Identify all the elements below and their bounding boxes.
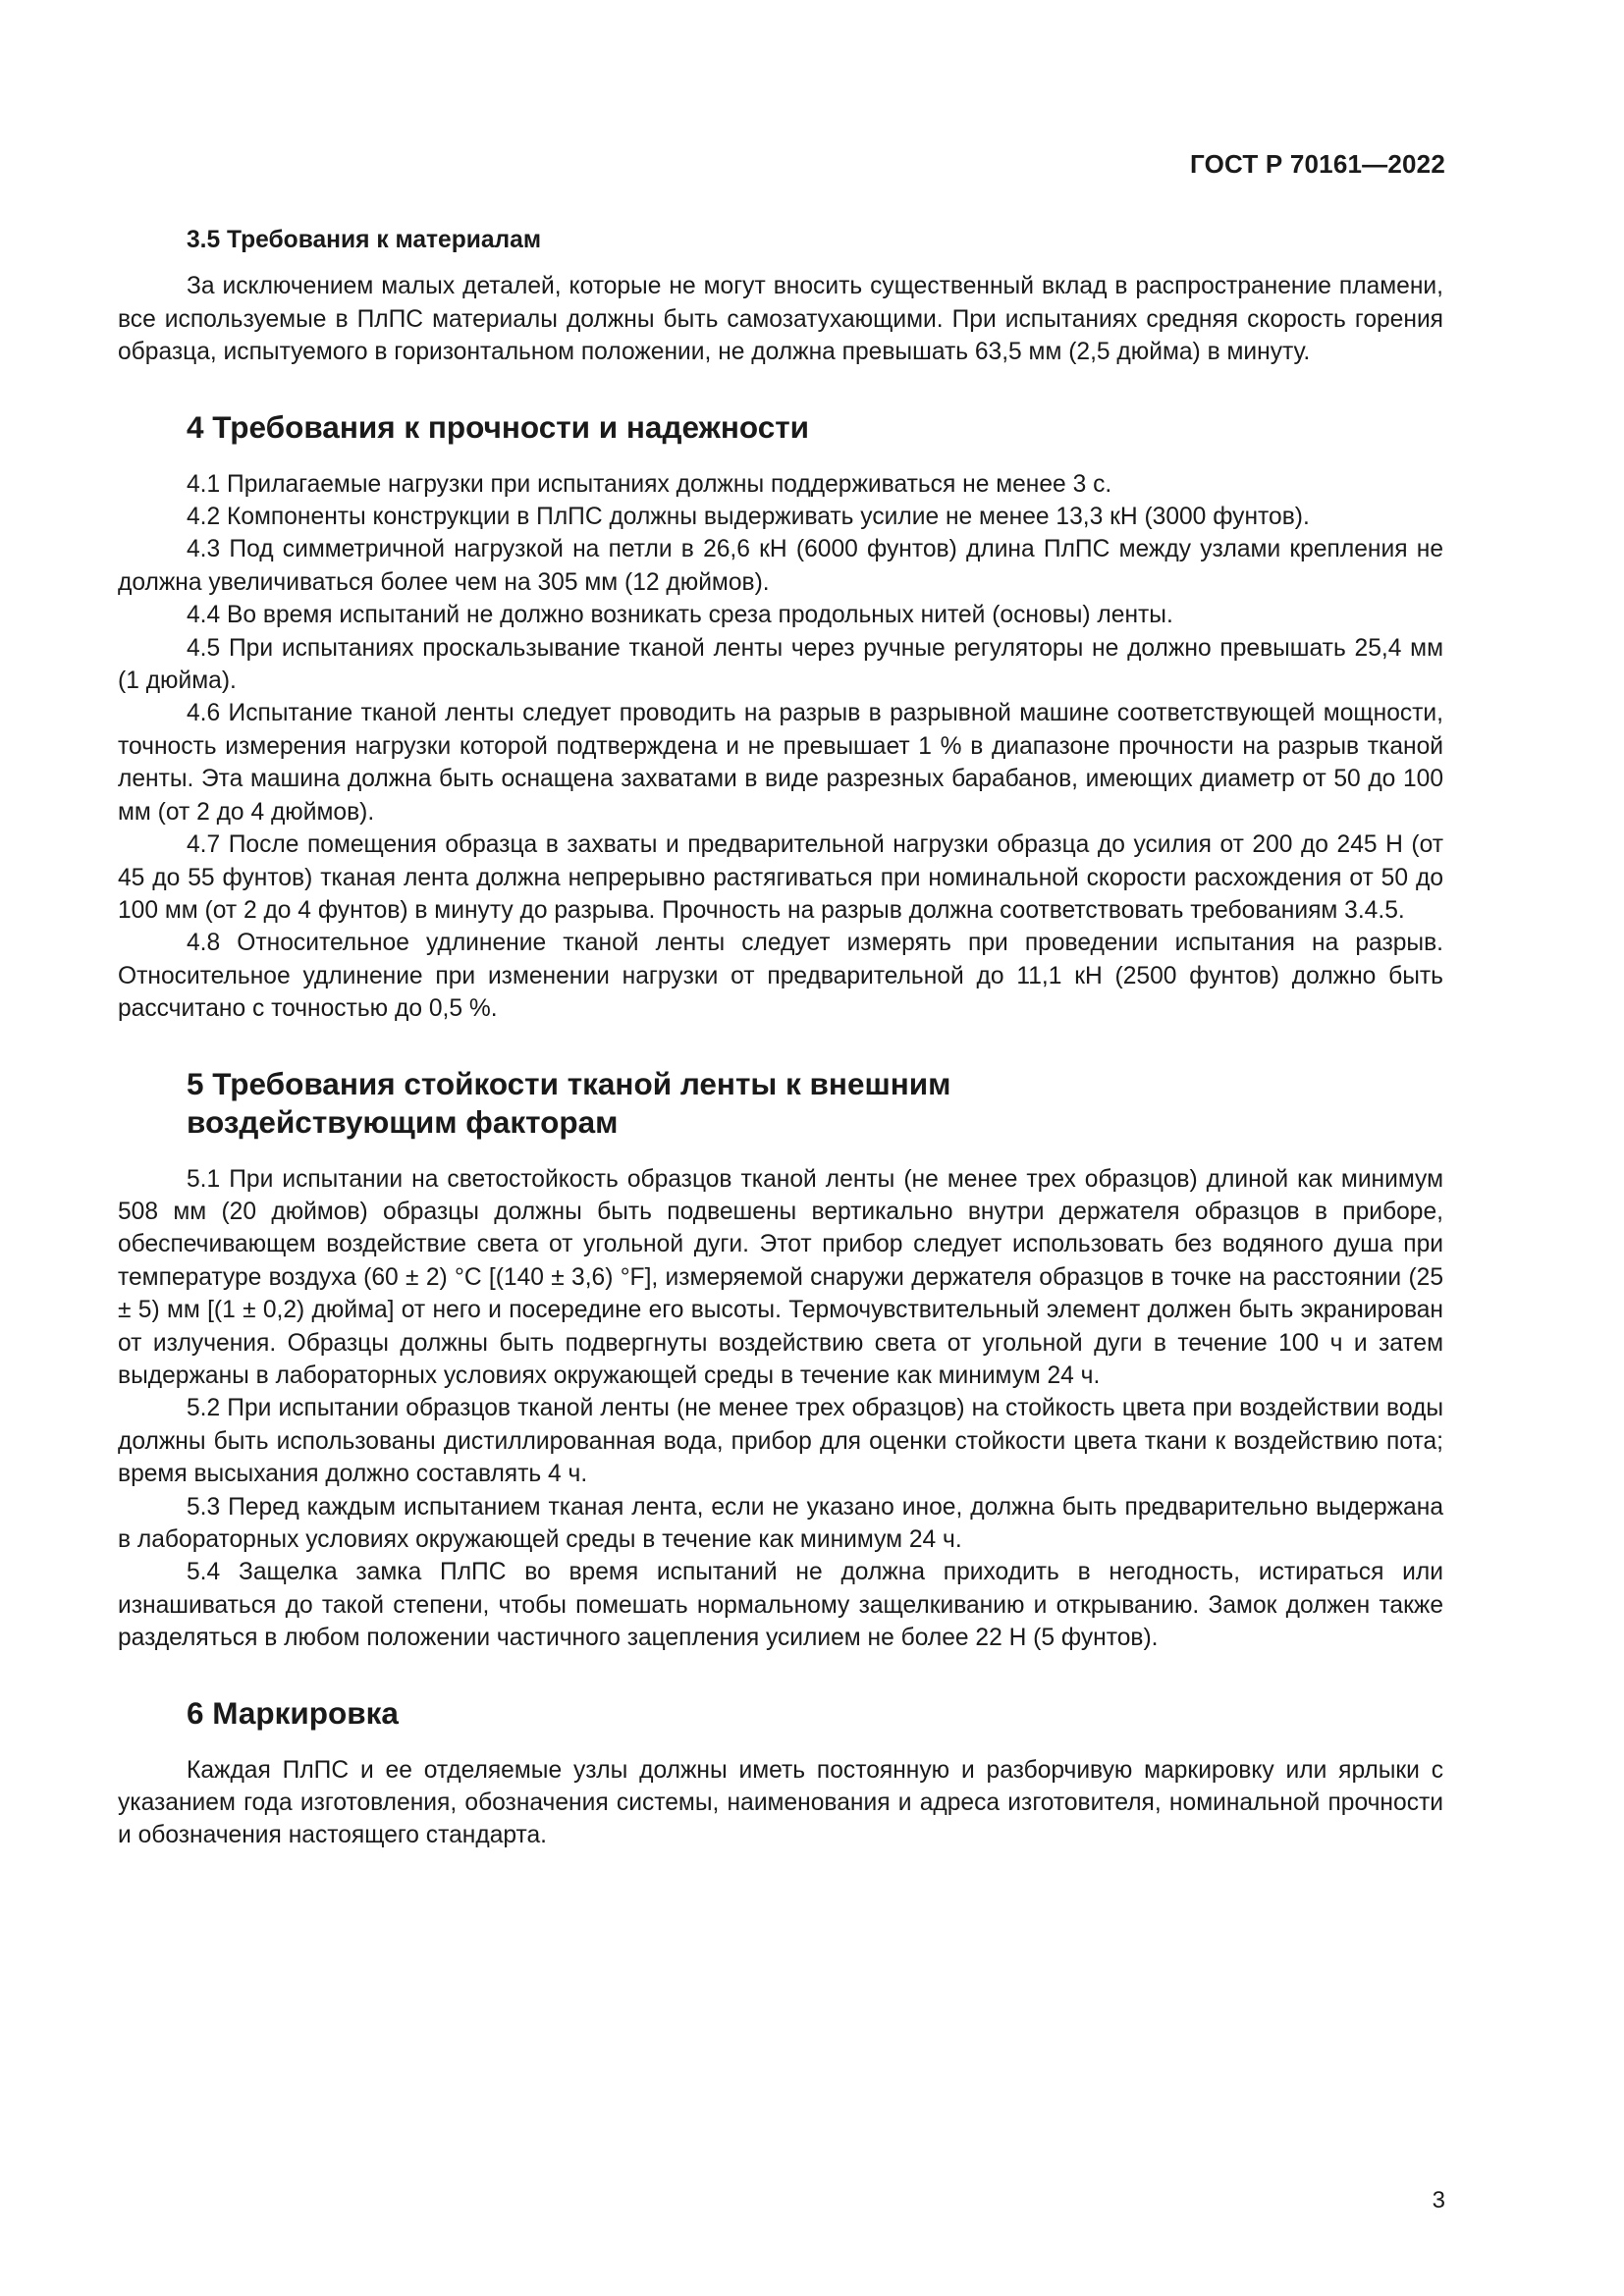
paragraph-4-2: 4.2 Компоненты конструкции в ПлПС должны выдерживать усилие не менее 13,3 кН (3000 фунтов).: [187, 504, 1310, 531]
page-content: [118, 224, 1443, 1852]
paragraph-4-5: 4.5 При испытаниях проскальзывание тканой ленты через ручные регуляторы не должно превышать 25,4 мм (1 дюйма).: [118, 634, 1443, 695]
section-title-5: [187, 1065, 1443, 1142]
paragraph-4-4: 4.4 Во время испытаний не должно возникать среза продольных нитей (основы) ленты.: [187, 602, 1173, 629]
paragraph-4-7: 4.7 После помещения образца в захваты и предварительной нагрузки образца до усилия от 200 до 245 Н (от 45 до 55 фунтов) тканая лента должна непрерывно растягиваться при номинальной скорости расхождения от 50 до 100 мм (от 2 до 4 фунтов) в минуту до разрыва. Прочность на разрыв должна соответствовать требованиям 3.4.5.: [118, 831, 1443, 924]
section-title-5-line-1: 5 Требования стойкости тканой ленты к внешним: [187, 1065, 951, 1101]
paragraph-4-6: 4.6 Испытание тканой ленты следует проводить на разрыв в разрывной машине соответствующей мощности, точность измерения нагрузки которой подтверждена и не превышает 1 % в диапазоне прочности на разрыв тканой ленты. Эта машина должна быть оснащена захватами в виде разрезных барабанов, имеющих диаметр от 50 до 100 мм (от 2 до 4 дюймов).: [118, 700, 1443, 826]
page-number: 3: [1432, 2187, 1445, 2214]
section-title-6: 6 Маркировка: [187, 1694, 399, 1731]
section-title-4: 4 Требования к прочности и надежности: [187, 408, 810, 445]
paragraph-4-1: 4.1 Прилагаемые нагрузки при испытаниях должны поддерживаться не менее 3 с.: [187, 470, 1112, 498]
paragraph-5-3: 5.3 Перед каждым испытанием тканая лента, если не указано иное, должна быть предварительно выдержана в лабораторных условиях окружающей среды в течение как минимум 24 ч.: [118, 1493, 1443, 1553]
paragraph-4-8: 4.8 Относительное удлинение тканой ленты следует измерять при проведении испытания на разрыв. Относительное удлинение при изменении нагрузки от предварительной до 11,1 кН (2500 фунтов) должно быть рассчитано с точностью до 0,5 %.: [118, 930, 1443, 1023]
paragraph-5-4: 5.4 Защелка замка ПлПС во время испытаний не должна приходить в негодность, истираться или изнашиваться до такой степени, чтобы помешать нормальному защелкиванию и открыванию. Замок должен также разделяться в любом положении частичного зацепления усилием не более 22 Н (5 фунтов).: [118, 1559, 1443, 1652]
subsection-title-3-5: 3.5 Требования к материалам: [187, 227, 542, 253]
paragraph-5-2: 5.2 При испытании образцов тканой ленты (не менее трех образцов) на стойкость цвета при воздействии воды должны быть использованы дистиллированная вода, прибор для оценки стойкости цвета ткани к воздействию пота; время высыхания должно составлять 4 ч.: [118, 1395, 1443, 1488]
paragraph-6: Каждая ПлПС и ее отделяемые узлы должны иметь постоянную и разборчивую маркировку или ярлыки с указанием года изготовления, обозначения системы, наименования и адреса изготовителя, номинальной прочности и обозначения настоящего стандарта.: [118, 1756, 1443, 1849]
paragraph-4-3: 4.3 Под симметричной нагрузкой на петли в 26,6 кН (6000 фунтов) длина ПлПС между узлами крепления не должна увеличиваться более чем на 305 мм (12 дюймов).: [118, 536, 1443, 596]
section-title-5-line-2: воздействующим факторам: [187, 1103, 619, 1140]
document-code: ГОСТ Р 70161—2022: [1190, 149, 1445, 179]
paragraph-3-5: За исключением малых деталей, которые не могут вносить существенный вклад в распространение пламени, все используемые в ПлПС материалы должны быть самозатухающими. При испытаниях средняя скорость горения образца, испытуемого в горизонтальном положении, не должна превышать 63,5 мм (2,5 дюйма) в минуту.: [118, 273, 1443, 366]
paragraph-5-1: 5.1 При испытании на светостойкость образцов тканой ленты (не менее трех образцов) длиной как минимум 508 мм (20 дюймов) образцы должны быть подвешены вертикально внутри держателя образцов в приборе, обеспечивающем воздействие света от угольной дуги. Этот прибор следует использовать без водяного душа при температуре воздуха (60 ± 2) °С [(140 ± 3,6) °F], измеряемой снаружи держателя образцов в точке на расстоянии (25 ± 5) мм [(1 ± 0,2) дюйма] от него и посередине его высоты. Термочувствительный элемент должен быть экранирован от излучения. Образцы должны быть подвергнуты воздействию света от угольной дуги в течение 100 ч и затем выдержаны в лабораторных условиях окружающей среды в течение как минимум 24 ч.: [118, 1165, 1443, 1389]
